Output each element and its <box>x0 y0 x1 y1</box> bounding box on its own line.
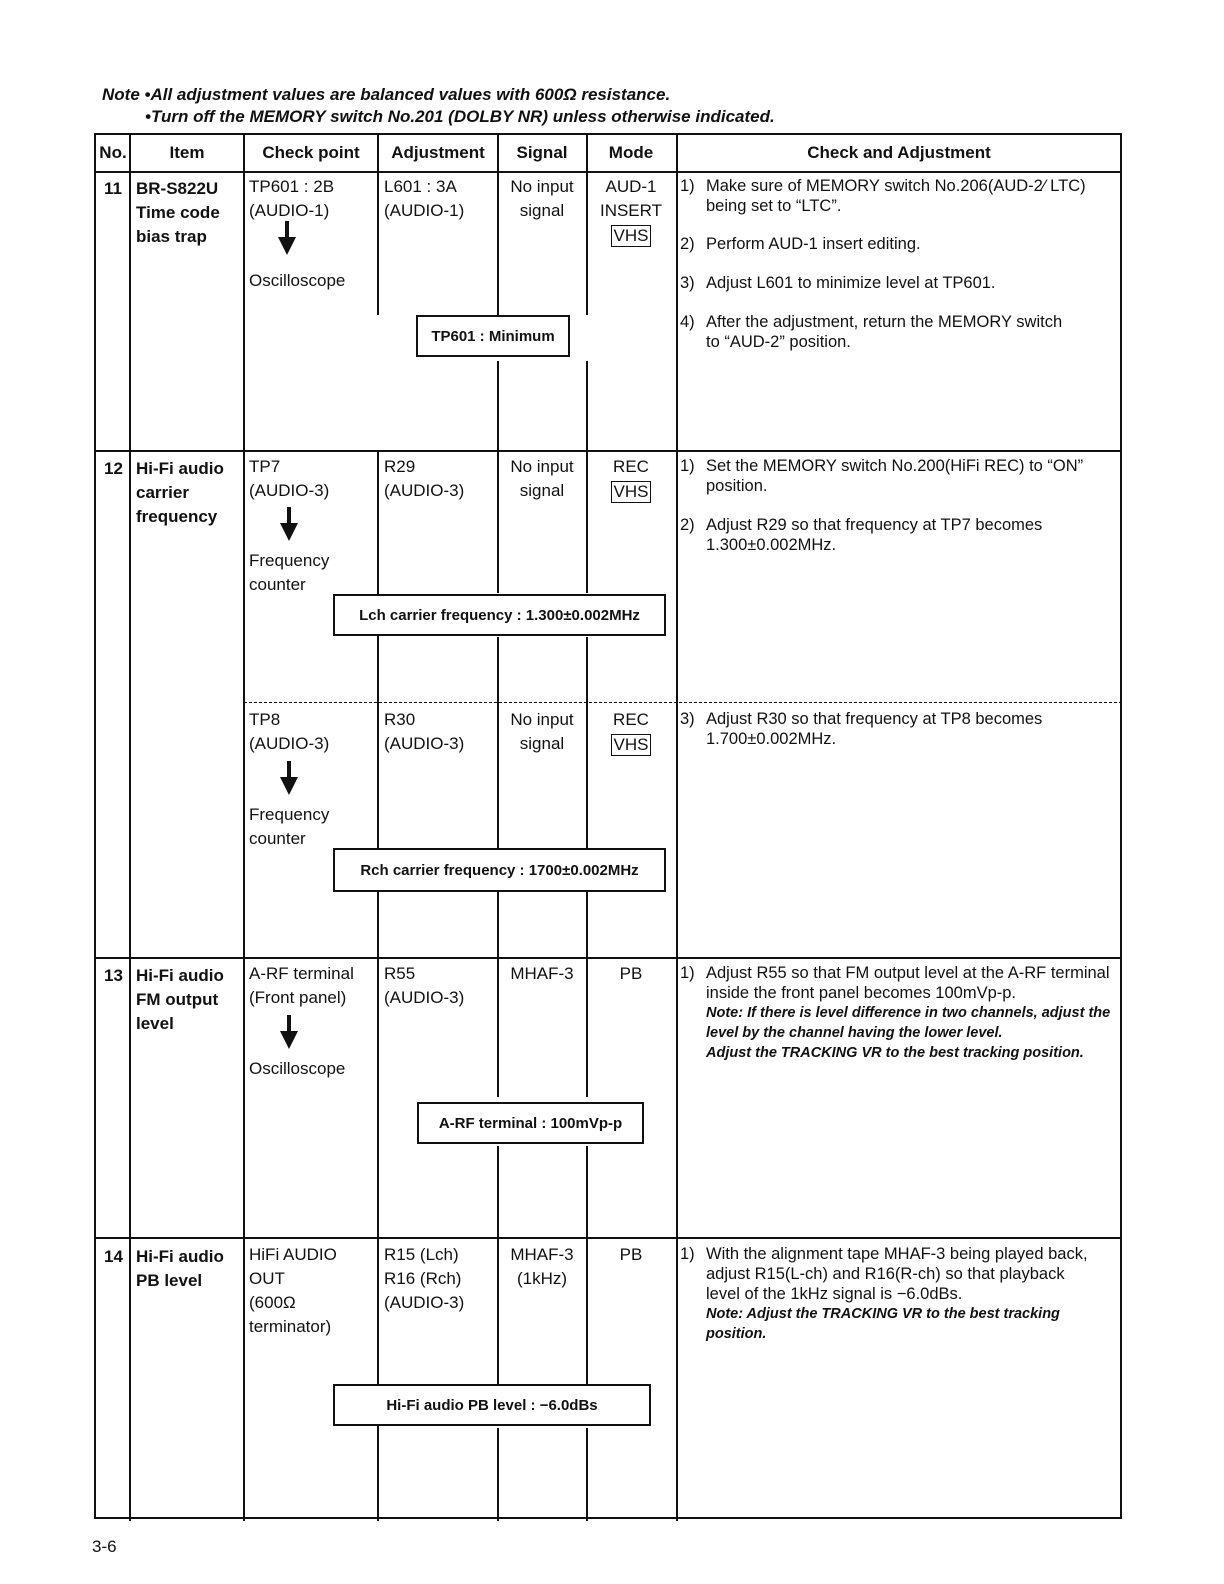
notes <box>102 84 775 128</box>
row-12-rch-result-box: Rch carrier frequency : 1700±0.002MHz <box>333 848 666 892</box>
row-13-instrument: Oscilloscope <box>249 1059 346 1078</box>
row-11-result-box: TP601 : Minimum <box>416 315 570 357</box>
vhs-badge: VHS <box>611 481 652 503</box>
row-14-signal: MHAF-3 (1kHz) <box>510 1245 574 1288</box>
row-12-signal: No input signal <box>510 457 574 500</box>
row-12-mode: REC VHS <box>586 455 676 504</box>
note-line-2: •Turn off the MEMORY switch No.201 (DOLBY NR) unless otherwise indicated. <box>145 107 775 126</box>
row-11-check-point: TP601 : 2B (AUDIO-1) <box>249 177 335 220</box>
row-14-no: 14 <box>104 1247 123 1266</box>
row-13-note: Note: If there is level difference in two channels, adjust the level by the channel having the lower level. <box>706 1005 1111 1041</box>
row-13-mode: PB <box>619 964 643 983</box>
row-11-item: BR-S822U Time code bias trap <box>136 179 220 246</box>
row-12b-mode: REC VHS <box>586 708 676 757</box>
row-12-adjustment: R29 (AUDIO-3) <box>384 457 465 500</box>
note-line-1: Note •All adjustment values are balanced values with 600Ω resistance. <box>102 85 671 104</box>
row-14-check-point: HiFi AUDIO OUT (600Ω terminator) <box>249 1245 337 1336</box>
header-mode: Mode <box>608 143 654 162</box>
row-11-instrument: Oscilloscope <box>249 271 346 290</box>
header-signal: Signal <box>516 143 568 162</box>
col-line <box>676 135 678 1521</box>
row-14-result-box: Hi-Fi audio PB level : −6.0dBs <box>333 1384 651 1426</box>
down-arrow-icon <box>278 761 300 795</box>
header-check-point: Check point <box>262 143 360 162</box>
row-11-signal: No input signal <box>510 177 574 220</box>
row-13-adjustment: R55 (AUDIO-3) <box>384 964 465 1007</box>
row-11-adjustment: L601 : 3A (AUDIO-1) <box>384 177 465 220</box>
row-12b-adjustment: R30 (AUDIO-3) <box>384 710 465 753</box>
step: 3) Adjust L601 to minimize level at TP601. <box>680 274 996 292</box>
row-14-note: Note: Adjust the TRACKING VR to the best tracking position. <box>706 1306 1060 1342</box>
header-item: Item <box>169 143 205 162</box>
row-12-item: Hi-Fi audio carrier frequency <box>136 459 224 526</box>
row-12-lch-result-box: Lch carrier frequency : 1.300±0.002MHz <box>333 594 666 636</box>
row-12-no: 12 <box>104 459 123 478</box>
row-12-check-point: TP7 (AUDIO-3) <box>249 457 330 500</box>
row-13-note-2: Adjust the TRACKING VR to the best tracking position. <box>706 1045 1084 1061</box>
header-check-and-adjustment: Check and Adjustment <box>807 143 991 162</box>
header-no: No. <box>99 143 127 162</box>
row-11-mode: AUD-1 INSERT VHS <box>599 177 663 245</box>
row-11-no: 11 <box>104 179 122 198</box>
vhs-badge: VHS <box>611 225 652 247</box>
row-14-mode: PB <box>619 1245 643 1264</box>
row-13-result-box: A-RF terminal : 100mVp-p <box>417 1102 644 1144</box>
down-arrow-icon <box>278 507 300 541</box>
step: 1) With the alignment tape MHAF-3 being played back, adjust R15(L-ch) and R16(R-ch) so that playback level of the 1kHz signal is −6.0dBs. Note: Adjust the TRACKING VR to the best tracking position. <box>680 1244 1100 1344</box>
row-divider <box>96 1237 1122 1239</box>
col-line <box>129 135 131 1521</box>
row-12b-signal: No input signal <box>510 710 574 753</box>
step: 2) Perform AUD-1 insert editing. <box>680 235 921 253</box>
step: 2) Adjust R29 so that frequency at TP7 becomes 1.300±0.002MHz. <box>680 516 1043 554</box>
step: 4) After the adjustment, return the MEMORY switch to “AUD-2” position. <box>680 313 1063 351</box>
row-12b-instrument: Frequency counter <box>249 805 330 848</box>
page-number: 3-6 <box>92 1537 117 1556</box>
vhs-badge: VHS <box>611 734 652 756</box>
step: 1) Set the MEMORY switch No.200(HiFi REC) to “ON” position. <box>680 457 1084 495</box>
row-13-check-point: A-RF terminal (Front panel) <box>249 964 354 1007</box>
table-header <box>96 135 1120 173</box>
adjustment-table <box>94 133 1122 1519</box>
row-13-item: Hi-Fi audio FM output level <box>136 966 224 1033</box>
row-divider <box>96 957 1122 959</box>
row-12-instrument: Frequency counter <box>249 551 330 594</box>
sub-row-divider <box>244 702 1122 703</box>
header-adjustment: Adjustment <box>391 143 485 162</box>
down-arrow-icon <box>278 1015 300 1049</box>
step: 3) Adjust R30 so that frequency at TP8 becomes 1.700±0.002MHz. <box>680 710 1043 748</box>
row-14-adjustment: R15 (Lch) R16 (Rch) (AUDIO-3) <box>384 1245 465 1312</box>
row-13-no: 13 <box>104 966 123 985</box>
down-arrow-icon <box>276 221 298 255</box>
row-13-signal: MHAF-3 <box>510 964 574 983</box>
step: 1) Make sure of MEMORY switch No.206(AUD-2⁄ LTC) being set to “LTC”. <box>680 177 1086 215</box>
row-divider <box>96 450 1122 452</box>
row-12b-check-point: TP8 (AUDIO-3) <box>249 710 330 753</box>
step: 1) Adjust R55 so that FM output level at the A-RF terminal inside the front panel becomes 100mVp-p. Note: If there is level difference in two channels, adjust the level by the channel having the lower level. Adjust the TRACKING VR to the best tracking position. <box>680 963 1120 1063</box>
col-line <box>243 135 245 1521</box>
row-14-item: Hi-Fi audio PB level <box>136 1247 224 1290</box>
